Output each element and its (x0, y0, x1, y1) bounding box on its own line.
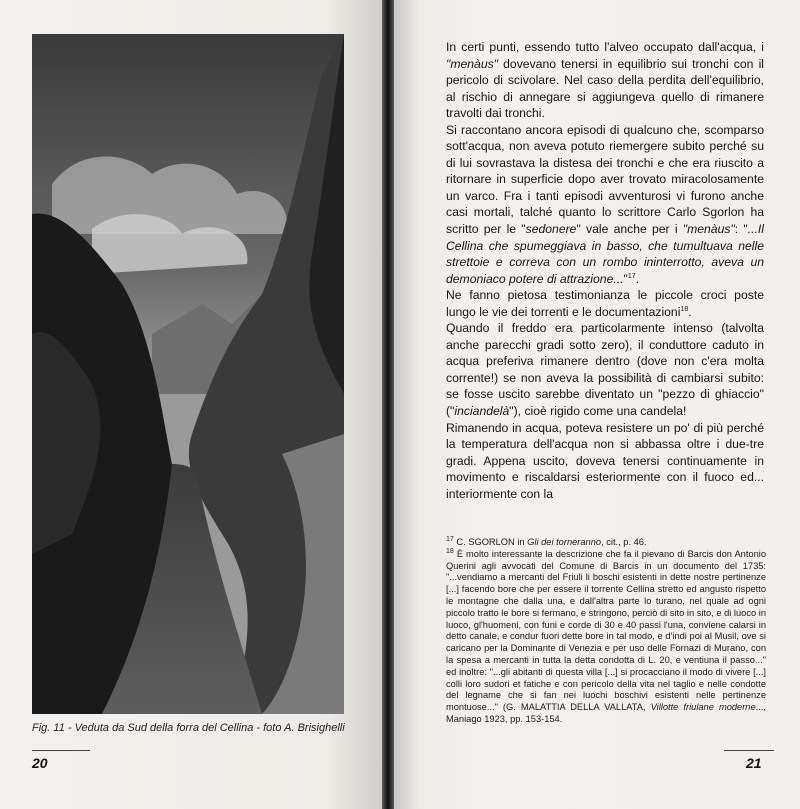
figure-caption: Fig. 11 - Veduta da Sud della forra del Cellina - foto A. Brisighelli (32, 722, 345, 734)
footnote-17: $^{17}$ C. SGORLON in Gli dei torneranno, cit., p. 46. (446, 535, 647, 547)
left-page (0, 0, 382, 809)
book-gutter (382, 0, 394, 809)
footer-rule (32, 750, 90, 751)
page-number: 21 (746, 755, 762, 771)
paragraph: Quando il freddo era particolarmente intenso (talvolta anche parecchi gradi sotto zero), il conduttore caduto in acqua preferiva rimanere dentro (dove non c'era molta corrente!) se non aveva la possibilità di cambiarsi subito: se fosse uscito sarebbe diventato un "pezzo di ghiaccio" ("inciandelà"), cioè rigido come una candela! (446, 321, 764, 419)
paragraph: In certi punti, essendo tutto l'alveo occupato dall'acqua, i "menàus" dovevano tenersi in equilibrio sui tronchi con il pericolo di scivolare. Nel caso della perdita dell'equilibrio, al rischio di annegare si aggiungeva quello di rimanere travolti dai tronchi. (446, 40, 764, 121)
paragraph: Ne fanno pietosa testimonianza le piccole croci poste lungo le vie dei torrenti e le documentazioni$^{18}$. (446, 288, 764, 319)
footnote-18: $^{18}$ È molto interessante la descrizione che fa il pievano di Barcis don Antonio Querini agli avvocati del Comune di Barcis in un documento del 1735: "...vendiamo a mercanti del Friuli li boschi esistenti in dette nostre pertinenze [...] facendo bore che per essere il torrente Cellina stretto ed angusto rispetto le montagne che dalla una, e dall'altra parte lo turano, nel quale ad ogni piccolo tratto le bore si fermano, e stringono, perciò di sito in sito, e di luoco in luoco, gl'huomeni, con funi e corde di 30 e 40 passi l'una, conviene calarsi in detto canale, e condur fuori dette bore in tal modo, e d'indi poi al Musil, ove si caricano per la Dominante di Venezia e per uso delle Fornazi di Murano, con la spesa a mercanti in tutta la detta condotta di L. 20, e ventiuna il passo..." ed inoltre: "...gli abitanti di questa villa [...] si procacciano il modo di vivere [...] colli loro sudori et fatiche e con pericolo della vita nel taglio e nelle condotte del legname che si fan nei luochi boschivi esistenti nelle pertinenze montuose..." (G. MALATTIA DELLA VALLATA, Villotte friulane moderne..., Maniago 1923, pp. 153-154. (446, 547, 766, 724)
footer-rule (724, 750, 774, 751)
gorge-photograph (32, 34, 344, 714)
body-text (446, 39, 764, 502)
footnotes (446, 537, 766, 726)
right-page (394, 0, 800, 809)
paragraph: Rimanendo in acqua, poteva resistere un po' di più perché la temperatura dell'acqua non si abbassa oltre i due-tre gradi. Appena uscito, doveva tenersi continuamente in movimento e riscaldarsi esteriormente con il fuoco ed... interiormente con la (446, 420, 764, 501)
page-number: 20 (32, 755, 48, 771)
gorge-photo-drawing (32, 34, 344, 714)
footnote-ref: 18 (680, 305, 689, 313)
paragraph: Si raccontano ancora episodi di qualcuno che, scomparso sott'acqua, non aveva potuto riemergere subito perché su di lui sovrastava la distesa dei tronchi e che era riuscito a ritornare in superficie dopo aver trovato miracolosamente un varco. Fra i tanti episodi avventurosi vi furono anche casi mortali, talché quanto lo scrittore Carlo Sgorlon ha scritto per le "sedonere" vale anche per i "menàus": "...Il Cellina che spumeggiava in basso, che tumultuava nelle strettoie e correva con un rombo ininterrotto, aveva un demoniaco potere di attrazione..."$^{17}$. (446, 122, 764, 286)
footnote-ref: 17 (627, 272, 636, 280)
